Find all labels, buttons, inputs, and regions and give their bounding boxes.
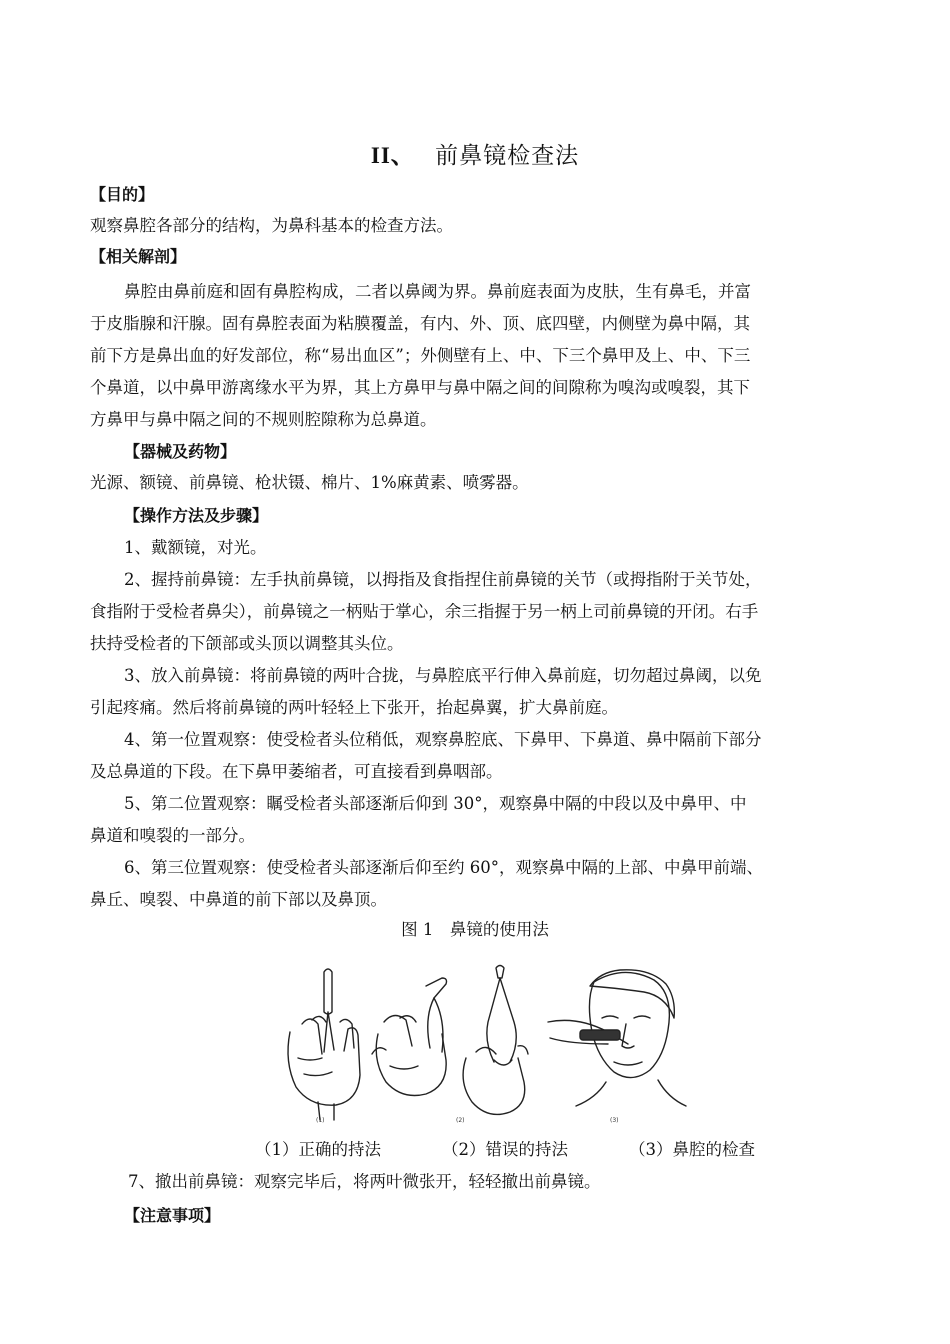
step-7: 7、撤出前鼻镜：观察完毕后，将两叶微张开，轻轻撤出前鼻镜。 — [128, 1172, 601, 1191]
svg-text:(1): (1) — [316, 1117, 325, 1124]
section-number: II、 — [370, 143, 415, 168]
anatomy-line: 鼻腔由鼻前庭和固有鼻腔构成，二者以鼻阈为界。鼻前庭表面为皮肤，生有鼻毛，并富 — [124, 282, 751, 301]
step-line: 鼻道和嗅裂的一部分。 — [90, 826, 255, 845]
step-line: 5、第二位置观察：瞩受检者头部逐渐后仰到 30°，观察鼻中隔的中段以及中鼻甲、中 — [124, 794, 747, 813]
notes-heading: 【注意事项】 — [124, 1206, 221, 1225]
subcaption-correct-grip: （1）正确的持法 — [255, 1140, 381, 1159]
step-line: 扶持受检者的下颌部或头顶以调整其头位。 — [90, 634, 404, 653]
anatomy-line: 前下方是鼻出血的好发部位，称“易出血区”；外侧壁有上、中、下三个鼻甲及上、中、下三 — [90, 346, 751, 365]
step-line: 6、第三位置观察：使受检者头部逐渐后仰至约 60°，观察鼻中隔的上部、中鼻甲前端、 — [124, 858, 763, 877]
section-title: 前鼻镜检查法 — [435, 143, 580, 169]
figure-caption: 图 1 鼻镜的使用法 — [401, 920, 549, 939]
figure-subcaptions — [255, 1134, 755, 1165]
step-line: 鼻丘、嗅裂、中鼻道的前下部以及鼻顶。 — [90, 890, 387, 909]
step-line: 及总鼻道的下段。在下鼻甲萎缩者，可直接看到鼻咽部。 — [90, 762, 503, 781]
subcaption-wrong-grip: （2）错误的持法 — [442, 1140, 568, 1159]
purpose-heading: 【目的】 — [90, 185, 155, 204]
page-title — [0, 140, 950, 172]
purpose-text: 观察鼻腔各部分的结构，为鼻科基本的检查方法。 — [90, 216, 453, 235]
equipment-text: 光源、额镜、前鼻镜、枪状镊、棉片、1%麻黄素、喷雾器。 — [90, 473, 529, 492]
svg-text:(2): (2) — [456, 1117, 465, 1124]
equipment-heading: 【器械及药物】 — [124, 442, 237, 461]
step-line: 1、戴额镜，对光。 — [124, 538, 267, 557]
speculum-drawing — [463, 966, 528, 1115]
svg-text:(3): (3) — [610, 1117, 619, 1124]
step-line: 食指附于受检者鼻尖），前鼻镜之一柄贴于掌心，余三指握于另一柄上司前鼻镜的开闭。右手 — [90, 602, 759, 621]
wrong-grip-drawing — [372, 978, 447, 1096]
step-line: 4、第一位置观察：使受检者头位稍低，观察鼻腔底、下鼻甲、下鼻道、鼻中隔前下部分 — [124, 730, 762, 749]
anatomy-line: 个鼻道，以中鼻甲游离缘水平为界，其上方鼻甲与鼻中隔之间的间隙称为嗅沟或嗅裂，其下 — [90, 378, 750, 397]
subcaption-nasal-exam: （3）鼻腔的检查 — [629, 1140, 755, 1159]
anatomy-line: 方鼻甲与鼻中隔之间的不规则腔隙称为总鼻道。 — [90, 410, 437, 429]
steps-heading: 【操作方法及步骤】 — [124, 506, 269, 525]
anatomy-heading: 【相关解剖】 — [90, 247, 187, 266]
nasal-speculum-illustration — [280, 962, 692, 1124]
step-line: 引起疼痛。然后将前鼻镜的两叶轻轻上下张开，抬起鼻翼，扩大鼻前庭。 — [90, 698, 618, 717]
step-line: 3、放入前鼻镜：将前鼻镜的两叶合拢，与鼻腔底平行伸入鼻前庭，切勿超过鼻阈，以免 — [124, 666, 762, 685]
patient-face-drawing — [548, 970, 686, 1106]
anatomy-line: 于皮脂腺和汗腺。固有鼻腔表面为粘膜覆盖，有内、外、顶、底四壁，内侧壁为鼻中隔，其 — [90, 314, 750, 333]
correct-grip-drawing — [288, 969, 360, 1120]
step-line: 2、握持前鼻镜：左手执前鼻镜，以拇指及食指捏住前鼻镜的关节（或拇指附于关节处， — [124, 570, 762, 589]
